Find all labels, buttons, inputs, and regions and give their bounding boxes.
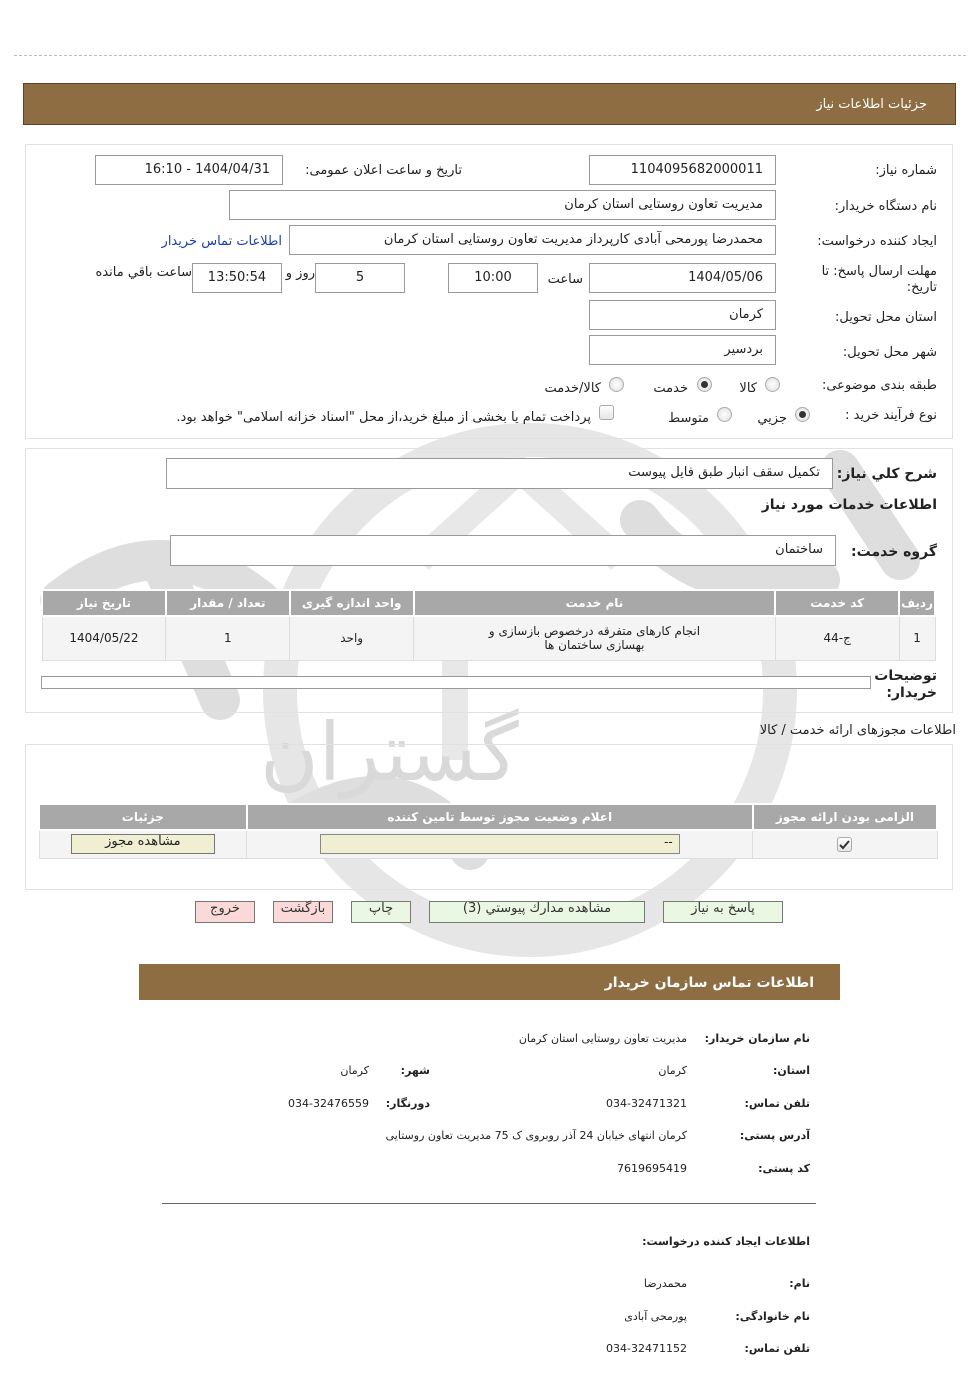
services-table-header: [42, 590, 935, 616]
col-date: تاریخ نیاز: [42, 590, 166, 616]
contact-province-label: استان:: [773, 1064, 810, 1077]
table-row: [42, 616, 935, 660]
col-permit-details: جزئیات: [39, 804, 247, 830]
page-title: جزئیات اطلاعات نیاز: [816, 97, 927, 112]
deadline-time-field: 10:00: [448, 263, 538, 293]
payment-checkbox[interactable]: [599, 405, 614, 420]
col-unit: واحد اندازه گیری: [290, 590, 414, 616]
permit-required-checkbox[interactable]: [837, 837, 852, 852]
contact-divider: [162, 1203, 816, 1204]
cell-row: 1: [899, 616, 935, 660]
buyer-org-field: مدیریت تعاون روستایی استان کرمان: [229, 190, 776, 220]
contact-fax-label: دورنگار:: [385, 1097, 430, 1110]
services-title: اطلاعات خدمات مورد نیاز: [761, 497, 937, 513]
print-button[interactable]: چاپ: [351, 901, 411, 923]
creator-family-label: نام خانوادگی:: [735, 1310, 810, 1323]
buyer-contact-link[interactable]: اطلاعات تماس خریدار: [161, 234, 282, 249]
deadline-time-label: ساعت: [547, 272, 583, 287]
contact-title: اطلاعات تماس سازمان خریدار: [604, 975, 814, 991]
contact-postal-value: 7619695419: [617, 1162, 687, 1175]
view-permit-button[interactable]: مشاهده مجوز: [71, 834, 215, 854]
requester-field: محمدرضا پورمحی آبادی کارپرداز مدیریت تعاون روستایی استان کرمان: [289, 225, 776, 255]
cell-permit-status: [247, 830, 753, 858]
contact-phone-label: تلفن تماس:: [744, 1097, 810, 1110]
province-field: کرمان: [589, 300, 776, 330]
process-radio-minor[interactable]: [795, 407, 810, 422]
category-option-goods: کالا: [739, 381, 757, 396]
cell-code: ج-44: [775, 616, 899, 660]
cell-name: انجام کارهای متفرقه درخصوص بازسازی و بهسازی ساختمان ها: [414, 616, 776, 660]
contact-org-value: مدیریت تعاون روستایی استان کرمان: [518, 1032, 687, 1045]
cell-permit-details: [39, 830, 247, 858]
creator-title: اطلاعات ایجاد کننده درخواست:: [642, 1235, 810, 1248]
col-permit-required: الزامی بودن ارائه مجوز: [753, 804, 937, 830]
contact-fax-value: 034-32476559: [288, 1097, 369, 1110]
permits-table-header: [39, 804, 937, 830]
permits-table: [38, 803, 938, 859]
contact-postal-label: کد پستی:: [758, 1162, 810, 1175]
process-radio-medium[interactable]: [717, 407, 732, 422]
contact-province-value: کرمان: [658, 1064, 687, 1077]
contact-city-label: شهر:: [400, 1064, 430, 1077]
service-group-field: ساختمان: [170, 535, 836, 566]
remaining-label: ساعت باقي مانده: [95, 265, 192, 280]
process-option-medium: متوسط: [668, 411, 709, 426]
col-code: کد خدمت: [775, 590, 899, 616]
city-field: بردسیر: [589, 335, 776, 365]
contact-org-label: نام سازمان خریدار:: [704, 1032, 810, 1045]
category-radio-both[interactable]: [609, 377, 624, 392]
contact-address-value: کرمان انتهای خیابان 24 آذر روبروی ک 75 مدیریت تعاون روستایی: [385, 1129, 687, 1142]
watermark-text: گستران: [260, 706, 519, 799]
cell-date: 1404/05/22: [42, 616, 166, 660]
province-label: استان محل تحویل:: [835, 310, 937, 325]
days-field: 5: [315, 263, 405, 293]
contact-city-value: کرمان: [340, 1064, 369, 1077]
payment-note: پرداخت تمام یا بخشی از مبلغ خرید،از محل "اسناد خزانه اسلامی" خواهد بود.: [176, 410, 591, 425]
general-description-label: شرح کلي نیاز:: [836, 466, 937, 482]
announce-field: 1404/04/31 - 16:10: [95, 155, 283, 185]
need-number-label: شماره نیاز:: [875, 163, 937, 178]
creator-phone-label: تلفن تماس:: [744, 1342, 810, 1355]
category-option-service: خدمت: [653, 381, 688, 396]
announce-label: تاریخ و ساعت اعلان عمومی:: [305, 163, 462, 178]
remaining-time-field: 13:50:54: [192, 263, 282, 293]
reply-button[interactable]: پاسخ به نیاز: [663, 901, 783, 923]
process-label: نوع فرآیند خرید :: [845, 408, 937, 423]
service-group-label: گروه خدمت:: [851, 544, 937, 560]
exit-button[interactable]: خروج: [195, 901, 255, 923]
permit-status-field[interactable]: --: [320, 834, 680, 854]
city-label: شهر محل تحویل:: [842, 345, 937, 360]
general-description-field: تکمیل سقف انبار طبق فایل پیوست: [166, 458, 833, 489]
col-qty: تعداد / مقدار: [166, 590, 290, 616]
creator-name-label: نام:: [789, 1277, 810, 1290]
attachments-button[interactable]: مشاهده مدارك پيوستي (3): [429, 901, 645, 923]
top-divider: [14, 55, 966, 56]
back-button[interactable]: بازگشت: [273, 901, 333, 923]
buyer-org-label: نام دستگاه خریدار:: [834, 199, 937, 214]
col-row: ردیف: [899, 590, 935, 616]
contact-header: [139, 964, 840, 1000]
cell-permit-required: [753, 830, 937, 858]
col-permit-status: اعلام وضعیت مجوز توسط تامین کننده: [247, 804, 753, 830]
cell-qty: 1: [166, 616, 290, 660]
process-option-minor: جزیي: [757, 411, 787, 426]
check-icon: [838, 838, 851, 851]
cell-unit: واحد: [290, 616, 414, 660]
category-radio-service[interactable]: [697, 377, 712, 392]
deadline-label: مهلت ارسال پاسخ: تا تاریخ:: [821, 264, 937, 295]
contact-address-label: آدرس پستی:: [739, 1129, 810, 1142]
permits-title: اطلاعات مجوزهای ارائه خدمت / کالا: [759, 723, 956, 738]
creator-name-value: محمدرضا: [643, 1277, 687, 1290]
category-option-both: کالا/خدمت: [544, 381, 601, 396]
page-header: [23, 83, 956, 125]
creator-family-value: پورمحی آبادی: [624, 1310, 687, 1323]
buyer-notes-field: [41, 676, 871, 689]
creator-phone-value: 034-32471152: [606, 1342, 687, 1355]
days-label: روز و: [285, 266, 315, 281]
buyer-notes-label: توضیحات خریدار:: [874, 668, 937, 701]
services-table: [41, 589, 936, 661]
need-number-field: 1104095682000011: [589, 155, 776, 185]
table-row: [39, 830, 937, 858]
col-name: نام خدمت: [414, 590, 776, 616]
category-radio-goods[interactable]: [765, 377, 780, 392]
requester-label: ایجاد کننده درخواست:: [817, 234, 937, 249]
contact-phone-value: 034-32471321: [606, 1097, 687, 1110]
deadline-date-field: 1404/05/06: [589, 263, 776, 293]
category-label: طبقه بندی موضوعی:: [821, 378, 937, 393]
